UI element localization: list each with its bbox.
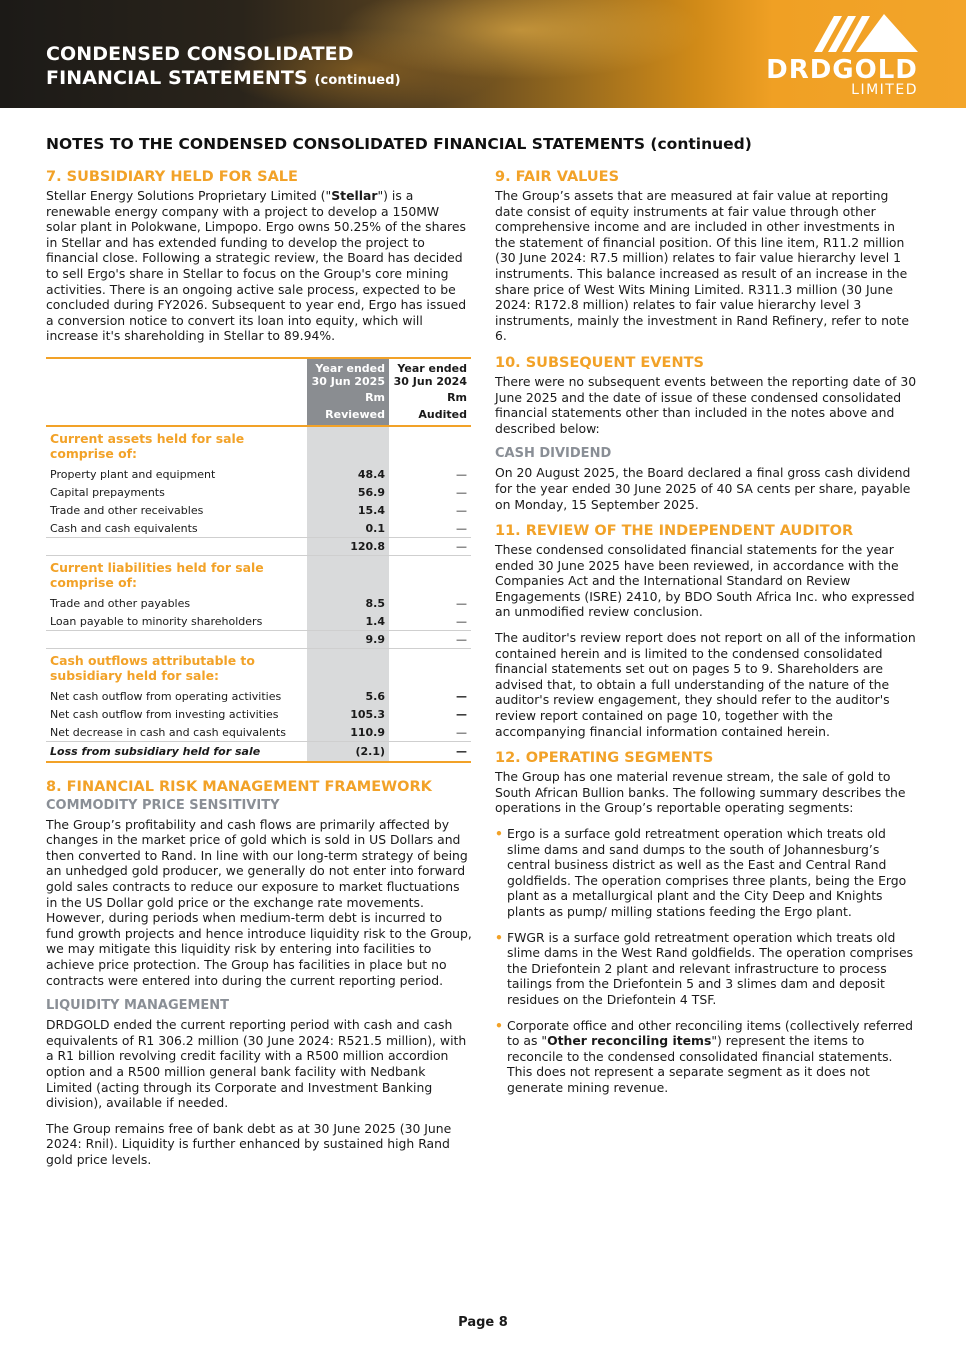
header-banner — [0, 0, 966, 108]
unit-2024: Rm — [447, 390, 467, 404]
section-12-paragraph: The Group has one material revenue stream, the sale of gold to South African Bullion banks. The following summary describes the operations in the Group’s reportable operating segments: — [495, 769, 906, 816]
section-10-title: 10. SUBSEQUENT EVENTS — [495, 354, 704, 371]
section-11-paragraph-1: These condensed consolidated financial statements for the year ended 30 June 2025 have been reviewed, in accordance with the Companies Act and the International Standard on Review Engagements (ISRE) 2410, by BDO South Africa Inc. who expressed an unmodified review conclusion. — [495, 542, 915, 620]
title-suffix: (continued) — [314, 73, 401, 88]
table-total-row: 120.8 — — [46, 538, 471, 556]
segments-list — [495, 826, 919, 1096]
left-column — [46, 168, 472, 1168]
logo-mark-icon — [762, 12, 922, 56]
table-row: Capital prepayments 56.9 — — [46, 483, 471, 501]
section-8-paragraph-1: The Group’s profitability and cash flows are primarily affected by changes in the market price of gold which is sold in US Dollars and then converted to Rand. In line with our long-term strategy of being an unhedged gold producer, we generally do not enter into forward gold sales contracts to reduce our exposure to market fluctuations in the US Dollar gold price or the exchange rate movements. However, during periods when medium-term debt is incurred to fund growth projects and hence introduce liquidity risk to the Group, we may mitigate this liquidity risk by entering into facilities to achieve price protection. The Group has facilities in place but no contracts were entered into during the current reporting period. — [46, 816, 472, 988]
right-column — [495, 168, 919, 1106]
liquidity-subtitle: LIQUIDITY MANAGEMENT — [46, 998, 230, 1014]
table-row: Cash and cash equivalents 0.1 — — [46, 520, 471, 538]
table-row: Trade and other receivables 15.4 — — [46, 501, 471, 519]
section-10-paragraph-2: On 20 August 2025, the Board declared a final gross cash dividend for the year ended 30 June 2025 of 40 SA cents per share, payable on Monday, 15 September 2025. — [495, 465, 911, 512]
section-11-paragraph-2: The auditor's review report does not report on all of the information contained herein and is limited to the condensed consolidated financial statements set out on pages 5 to 9. Shareholders are advised that, to obtain a full understanding of the nature of the auditor's review engagement, they should refer to the auditor's review report contained on page 10, together with the accompanying financial information contained herein. — [495, 630, 916, 739]
logo-wordmark: DRDGOLD — [766, 55, 918, 85]
table-row: Net cash outflow from investing activities 105.3 — — [46, 705, 471, 723]
table-row: Net decrease in cash and cash equivalents 110.9 — — [46, 723, 471, 741]
title-line-2: FINANCIAL STATEMENTS — [46, 67, 308, 89]
table-row: Trade and other payables 8.5 — — [46, 594, 471, 612]
bullet-icon: • — [495, 826, 503, 841]
section-8-paragraph-3: The Group remains free of bank debt as at 30 June 2025 (30 June 2024: Rnil). Liquidity is further enhanced by sustained high Rand gold price levels. — [46, 1120, 452, 1167]
section-12-title: 12. OPERATING SEGMENTS — [495, 750, 714, 767]
list-item: • Corporate office and other reconciling items (collectively referred to as "Other reconciling items") represent the items to reconcile to the condensed consolidated financial statements. This does not represent a separate segment as it does not generate mining revenue. — [495, 1017, 914, 1095]
section-9-paragraph: The Group’s assets that are measured at fair value at reporting date consist of equity instruments at fair value through other comprehensive income and are included in other investments in the statement of financial position. Of this line item, R11.2 million (30 June 2024: R7.5 million) relates to fair value hierarchy level 1 instruments. This balance increased as result of an increase in the share price of West Wits Mining Limited. R311.3 million (30 June 2024: R172.8 million) relates to fair value hierarchy level 3 instruments, mainly the investment in Rand Refinery, refer to note 6. — [495, 188, 909, 344]
document-title — [46, 42, 401, 93]
section-heading: Current liabilities held for sale comprise of: — [46, 556, 307, 595]
col-header-2025: Year ended 30 Jun 2025 — [307, 358, 389, 391]
page-number: Page 8 — [458, 1315, 508, 1330]
table-row: Net cash outflow from operating activities 5.6 — — [46, 687, 471, 705]
status-2024: Audited — [389, 408, 471, 426]
bullet-icon: • — [495, 1017, 503, 1033]
section-10-paragraph-1: There were no subsequent events between the reporting date of 30 June 2025 and the date of issue of these condensed consolidated financial statements other than included in the notes above and described below: — [495, 373, 917, 436]
section-7-paragraph: Stellar Energy Solutions Proprietary Limited ("Stellar") is a renewable energy company with a project to develop a 150MW solar plant in Polokwane, Limpopo. Ergo owns 50.25% of the shares in Stellar and has extended funding to develop the project to financial close. Following a strategic review, the Board has decided to sell Ergo's share in Stellar to focus on the Group's core mining activities. There is an ongoing active sale process, expected to be concluded during FY2026. Subsequent to year end, Ergo has issued a conversion notice to convert its loan into equity, which will increase it's shareholding in Stellar to 89.94%. — [46, 188, 467, 344]
section-heading: Cash outflows attributable to subsidiary held for sale: — [46, 649, 307, 688]
page-heading: NOTES TO THE CONDENSED CONSOLIDATED FINANCIAL STATEMENTS (continued) — [46, 135, 752, 153]
commodity-price-subtitle: COMMODITY PRICE SENSITIVITY — [46, 797, 280, 813]
section-8-paragraph-2: DRDGOLD ended the current reporting period with cash and cash equivalents of R1 306.2 million (30 June 2024: R521.5 million), with a R1 billion revolving credit facility with a R500 million accordion option and a R500 million general bank facility with Nedbank Limited (acting through its Corporate and Investment Banking division), available if needed. — [46, 1017, 467, 1111]
logo-subtext: LIMITED — [851, 82, 918, 98]
loss-row: Loss from subsidiary held for sale (2.1) — — [46, 742, 471, 762]
table-row: Property plant and equipment 48.4 — — [46, 465, 471, 483]
section-8-title: 8. FINANCIAL RISK MANAGEMENT FRAMEWORK — [46, 778, 432, 795]
section-heading: Current assets held for sale comprise of: — [50, 430, 245, 461]
title-line-1: CONDENSED CONSOLIDATED — [46, 43, 354, 65]
section-11-title: 11. REVIEW OF THE INDEPENDENT AUDITOR — [495, 523, 854, 540]
col-header-2024: Year ended 30 Jun 2024 — [389, 358, 471, 391]
bullet-icon: • — [495, 929, 503, 945]
company-logo — [762, 12, 922, 98]
status-2025: Reviewed — [307, 408, 389, 426]
section-7-title: 7. SUBSIDIARY HELD FOR SALE — [46, 169, 298, 185]
subsidiary-held-for-sale-table — [46, 357, 471, 763]
list-item: • Ergo is a surface gold retreatment operation which treats old slime dams and sand dumps to the south of Johannesburg’s central business district as well as the East and Central Rand goldfields. The operation comprises three plants, being the Ergo plant as a metallurgical plant and the City Deep and Knights plants as pump/ milling stations feeding the Ergo plant. — [495, 826, 907, 919]
table-row: Loan payable to minority shareholders 1.4 — — [46, 612, 471, 630]
cash-dividend-subtitle: CASH DIVIDEND — [495, 446, 612, 462]
list-item: • FWGR is a surface gold retreatment operation which treats old slime dams in the West Rand goldfields. The operation comprises the Driefontein 2 plant and relevant infrastructure to process tailings from the Driefontein 5 and 3 slimes dam and deposit residues on the Driefontein 4 TSF. — [495, 929, 914, 1007]
table-total-row: 9.9 — — [46, 631, 471, 649]
unit-2025: Rm — [307, 391, 389, 408]
section-9-title: 9. FAIR VALUES — [495, 169, 620, 185]
